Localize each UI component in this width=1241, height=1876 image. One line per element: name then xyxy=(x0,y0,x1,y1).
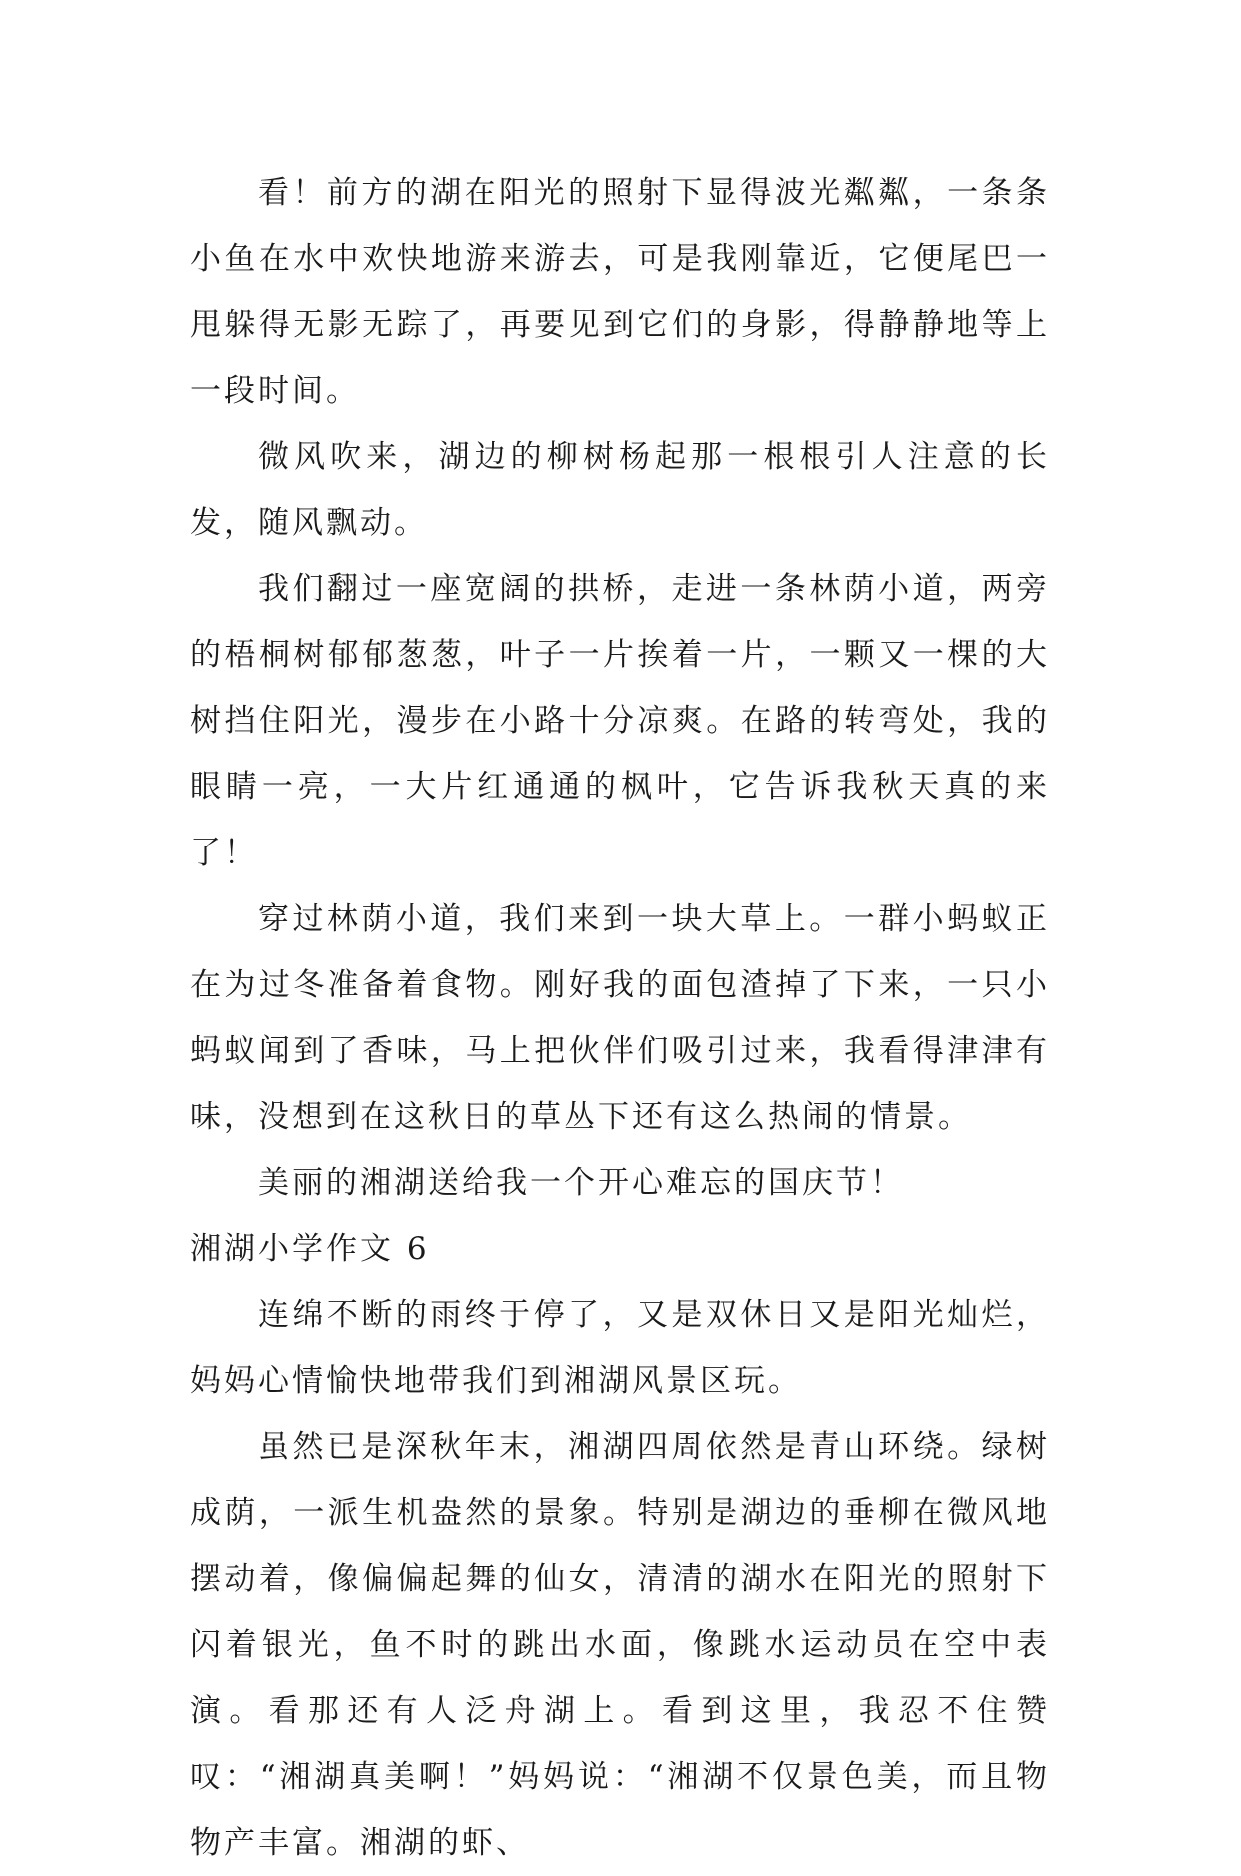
paragraph-national-day: 美丽的湘湖送给我一个开心难忘的国庆节！ xyxy=(258,1165,904,1201)
paragraph-autumn-scenery: 虽然已是深秋年末，湘湖四周依然是青山环绕。绿树成荫，一派生机盎然的景象。特别是湖边的垂柳在微风地摆动着，像偏偏起舞的仙女，清清的湖水在阳光的照射下闪着银光，鱼不时的跳出水面，像跳水运动员在空中表演。看那还有人泛舟湖上。看到这里，我忍不住赞叹：“湘湖真美啊！”妈妈说：“湘湖不仅景色美，而且物物产丰富。湘湖的虾、 xyxy=(190,1429,1050,1861)
paragraph-breeze-willow: 微风吹来，湖边的柳树杨起那一根根引人注意的长发，随风飘动。 xyxy=(190,439,1050,541)
paragraph-bridge-path: 我们翻过一座宽阔的拱桥，走进一条林荫小道，两旁的梧桐树郁郁葱葱，叶子一片挨着一片，一颗又一棵的大树挡住阳光，漫步在小路十分凉爽。在路的转弯处，我的眼睛一亮，一大片红通通的枫叶，它告诉我秋天真的来了！ xyxy=(190,571,1050,871)
essay-heading: 湘湖小学作文 6 xyxy=(190,1231,430,1267)
paragraph-weekend-trip: 连绵不断的雨终于停了，又是双休日又是阳光灿烂，妈妈心情愉快地带我们到湘湖风景区玩。 xyxy=(190,1297,1050,1399)
paragraph-ants: 穿过林荫小道，我们来到一块大草上。一群小蚂蚁正在为过冬准备着食物。刚好我的面包渣掉了下来，一只小蚂蚁闻到了香味，马上把伙伴们吸引过来，我看得津津有味，没想到在这秋日的草丛下还有这么热闹的情景。 xyxy=(190,901,1050,1135)
document-body xyxy=(190,160,1050,1876)
paragraph-lake-fish: 看！前方的湖在阳光的照射下显得波光粼粼，一条条小鱼在水中欢快地游来游去，可是我刚靠近，它便尾巴一甩躲得无影无踪了，再要见到它们的身影，得静静地等上一段时间。 xyxy=(190,175,1050,409)
